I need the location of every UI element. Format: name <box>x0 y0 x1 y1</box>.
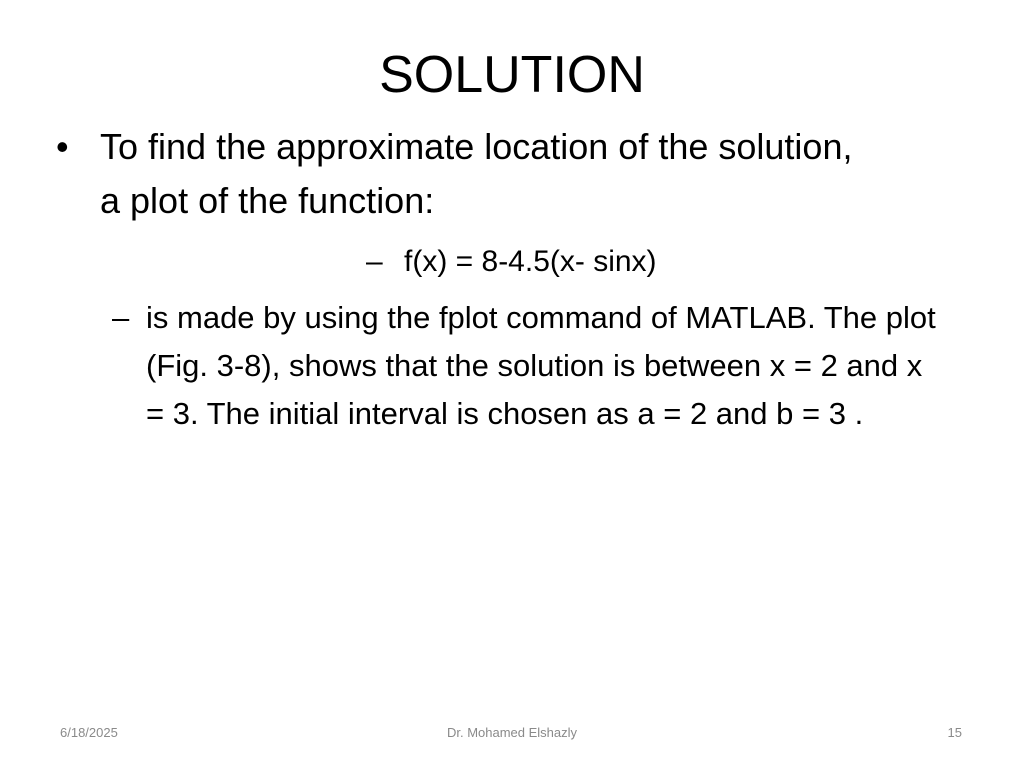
main-bullet-text: To find the approximate location of the solution, a plot of the function: <box>100 126 853 221</box>
main-bullet <box>56 120 916 228</box>
formula-text: f(x) = 8-4.5(x- sinx) <box>404 245 657 278</box>
formula-line <box>366 240 657 284</box>
bullet-marker: • <box>56 126 69 167</box>
formula-dash-marker: – <box>366 245 383 278</box>
sub-bullet-text: is made by using the fplot command of MATLAB. The plot (Fig. 3-8), shows that the solution is between x = 2 and x = 3. The initial interval is chosen as a = 2 and b = 3 . <box>146 300 936 431</box>
footer-date: 6/18/2025 <box>60 725 118 740</box>
sub-bullet-dash-marker: – <box>112 300 130 335</box>
footer-author: Dr. Mohamed Elshazly <box>446 725 578 740</box>
slide-title: SOLUTION <box>379 46 645 104</box>
footer-page-number: 15 <box>947 725 962 740</box>
sub-bullet <box>112 294 942 438</box>
